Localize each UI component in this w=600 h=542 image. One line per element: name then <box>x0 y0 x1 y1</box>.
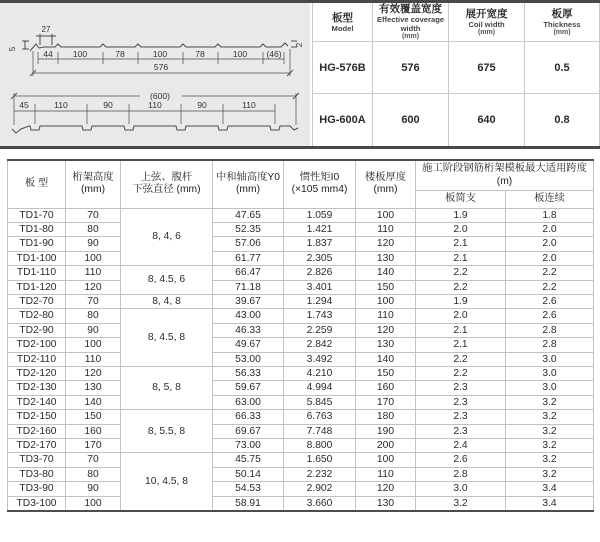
table-row <box>8 222 594 236</box>
cell-slab: 130 <box>356 251 416 265</box>
cell-y0: 39.67 <box>213 294 284 308</box>
dim-label: 100 <box>232 49 248 59</box>
cell-h: 80 <box>66 309 121 323</box>
header-en: Thickness <box>543 19 581 29</box>
cell-model: TD3-80 <box>8 467 66 481</box>
cell-cont: 3.4 <box>506 482 594 496</box>
truss-header-span-continuous: 板连续 <box>506 191 594 209</box>
cell-y0: 47.65 <box>213 208 284 222</box>
cell-simple: 2.0 <box>416 309 506 323</box>
cell-coil: 675 <box>449 42 525 94</box>
header-line: 桁架高度 <box>72 171 114 183</box>
cell-dia: 8, 5.5, 8 <box>121 410 213 453</box>
cell-slab: 200 <box>356 439 416 453</box>
cell-h: 110 <box>66 352 121 366</box>
table-row <box>8 496 594 511</box>
cell-simple: 2.2 <box>416 266 506 280</box>
cell-i0: 6.763 <box>284 410 356 424</box>
cell-h: 80 <box>66 467 121 481</box>
cell-cont: 2.0 <box>506 251 594 265</box>
cell-slab: 100 <box>356 294 416 308</box>
dim-label: 90 <box>197 100 207 110</box>
cell-thickness: 0.8 <box>525 94 600 146</box>
cell-simple: 1.9 <box>416 208 506 222</box>
cell-h: 70 <box>66 453 121 467</box>
dim-label: 110 <box>242 100 256 110</box>
dim-label: (46) <box>266 49 282 59</box>
cell-model: HG-576B <box>313 42 373 94</box>
cell-cont: 3.2 <box>506 410 594 424</box>
cell-slab: 100 <box>356 208 416 222</box>
dim-label: (600) <box>149 91 171 101</box>
cell-dia: 10, 4.5, 8 <box>121 453 213 511</box>
cell-h: 90 <box>66 237 121 251</box>
cell-model: TD2-70 <box>8 294 66 308</box>
cell-h: 120 <box>66 280 121 294</box>
cell-slab: 110 <box>356 309 416 323</box>
header-unit: (mm) <box>477 28 496 36</box>
cell-i0: 2.826 <box>284 266 356 280</box>
header-line: 惯性矩I0 <box>299 171 340 183</box>
table-row <box>8 352 594 366</box>
dim-label: 100 <box>152 49 168 59</box>
cell-cont: 2.8 <box>506 338 594 352</box>
truss-header-diameter <box>121 160 213 208</box>
cell-y0: 57.06 <box>213 237 284 251</box>
table-row <box>8 424 594 438</box>
cell-simple: 2.3 <box>416 381 506 395</box>
cell-slab: 120 <box>356 237 416 251</box>
cell-simple: 2.8 <box>416 467 506 481</box>
cell-y0: 49.67 <box>213 338 284 352</box>
cell-i0: 3.401 <box>284 280 356 294</box>
table-row <box>8 294 594 308</box>
dim-label: 110 <box>54 100 68 110</box>
dim-label: 44 <box>43 49 53 59</box>
cell-h: 90 <box>66 323 121 337</box>
cell-y0: 69.67 <box>213 424 284 438</box>
cell-i0: 4.210 <box>284 366 356 380</box>
dim-label: 78 <box>115 49 125 59</box>
cell-model: TD1-120 <box>8 280 66 294</box>
cell-model: TD1-80 <box>8 222 66 236</box>
header-zh: 有效覆盖宽度 <box>379 3 442 15</box>
cell-cont: 2.2 <box>506 266 594 280</box>
cell-cont: 3.2 <box>506 439 594 453</box>
cell-model: TD1-90 <box>8 237 66 251</box>
cell-model: TD1-70 <box>8 208 66 222</box>
cell-slab: 130 <box>356 496 416 511</box>
truss-header-row-1 <box>8 160 594 191</box>
spec-row-hg600a <box>313 94 600 146</box>
dim-label: 110 <box>148 100 162 110</box>
header-line: (mm) <box>80 184 105 196</box>
spec-header-coil <box>449 3 525 42</box>
table-row <box>8 208 594 222</box>
cell-y0: 66.33 <box>213 410 284 424</box>
cell-slab: 130 <box>356 338 416 352</box>
cell-dia: 8, 4.5, 6 <box>121 266 213 295</box>
truss-header-i0 <box>284 160 356 208</box>
cell-h: 120 <box>66 366 121 380</box>
cell-simple: 2.1 <box>416 323 506 337</box>
cell-h: 150 <box>66 410 121 424</box>
table-row <box>8 467 594 481</box>
cell-y0: 73.00 <box>213 439 284 453</box>
cell-simple: 2.3 <box>416 410 506 424</box>
cell-simple: 2.3 <box>416 395 506 409</box>
cell-simple: 2.3 <box>416 424 506 438</box>
cell-model: TD1-110 <box>8 266 66 280</box>
cell-dia: 8, 4.5, 8 <box>121 309 213 367</box>
cell-i0: 1.059 <box>284 208 356 222</box>
table-row <box>8 410 594 424</box>
spec-header-model <box>313 3 373 42</box>
cell-i0: 5.845 <box>284 395 356 409</box>
cell-dia: 8, 4, 8 <box>121 294 213 308</box>
cell-cont: 2.0 <box>506 222 594 236</box>
header-zh: 板型 <box>332 11 353 24</box>
cell-y0: 43.00 <box>213 309 284 323</box>
dim-label: 100 <box>72 49 88 59</box>
cell-i0: 1.294 <box>284 294 356 308</box>
header-line: 中和轴高度Y0 <box>215 171 281 183</box>
cell-slab: 150 <box>356 366 416 380</box>
header-line: 上弦、腹杆 <box>140 171 193 183</box>
cell-cont: 2.6 <box>506 294 594 308</box>
profile-hg600a-section <box>12 126 298 133</box>
cell-dia: 8, 4, 6 <box>121 208 213 266</box>
cell-i0: 8.800 <box>284 439 356 453</box>
table-row <box>8 482 594 496</box>
header-line: (mm) <box>235 184 260 196</box>
cell-i0: 4.994 <box>284 381 356 395</box>
cell-i0: 3.660 <box>284 496 356 511</box>
cell-cont: 2.2 <box>506 280 594 294</box>
header-en: Coil width <box>468 19 505 29</box>
cell-slab: 120 <box>356 323 416 337</box>
cell-cont: 3.2 <box>506 424 594 438</box>
truss-header-height <box>66 160 121 208</box>
cell-y0: 63.00 <box>213 395 284 409</box>
cell-cont: 3.4 <box>506 496 594 511</box>
cell-i0: 2.305 <box>284 251 356 265</box>
truss-header-model: 板 型 <box>8 160 66 208</box>
cell-h: 160 <box>66 424 121 438</box>
cell-y0: 71.18 <box>213 280 284 294</box>
header-en: Effective coverage width <box>376 15 445 33</box>
header-en: Model <box>331 23 354 33</box>
cell-simple: 3.2 <box>416 496 506 511</box>
table-row <box>8 323 594 337</box>
cell-coverage: 576 <box>373 42 449 94</box>
cell-model: TD3-70 <box>8 453 66 467</box>
cell-y0: 59.67 <box>213 381 284 395</box>
cell-h: 70 <box>66 294 121 308</box>
profile-drawings-svg <box>0 3 310 146</box>
cell-model: TD2-150 <box>8 410 66 424</box>
cell-coil: 640 <box>449 94 525 146</box>
cell-model: HG-600A <box>313 94 373 146</box>
dim-label: 90 <box>103 100 113 110</box>
dim-label: 5 <box>8 46 17 52</box>
cell-model: TD2-160 <box>8 424 66 438</box>
cell-thickness: 0.5 <box>525 42 600 94</box>
spec-header-row <box>313 3 600 42</box>
header-line: 楼板厚度 <box>364 171 407 183</box>
cell-i0: 7.748 <box>284 424 356 438</box>
cell-y0: 66.47 <box>213 266 284 280</box>
cell-simple: 1.9 <box>416 294 506 308</box>
cell-i0: 2.842 <box>284 338 356 352</box>
cell-slab: 140 <box>356 352 416 366</box>
cell-y0: 50.14 <box>213 467 284 481</box>
cell-slab: 170 <box>356 395 416 409</box>
cell-simple: 2.6 <box>416 453 506 467</box>
cell-y0: 45.75 <box>213 453 284 467</box>
header-zh: 展开宽度 <box>465 7 508 20</box>
cell-h: 110 <box>66 266 121 280</box>
table-row <box>8 266 594 280</box>
truss-header-span-simple: 板简支 <box>416 191 506 209</box>
cell-simple: 2.2 <box>416 352 506 366</box>
cell-y0: 54.53 <box>213 482 284 496</box>
cell-model: TD2-80 <box>8 309 66 323</box>
cell-y0: 58.91 <box>213 496 284 511</box>
cell-i0: 2.259 <box>284 323 356 337</box>
cell-cont: 1.8 <box>506 208 594 222</box>
cell-model: TD2-90 <box>8 323 66 337</box>
cell-model: TD2-110 <box>8 352 66 366</box>
header-zh: 板厚 <box>551 7 573 20</box>
cell-simple: 2.4 <box>416 439 506 453</box>
top-section <box>0 0 600 149</box>
profile-hg576b-labels <box>8 25 304 72</box>
table-row <box>8 439 594 453</box>
cell-model: TD3-100 <box>8 496 66 511</box>
cell-cont: 3.0 <box>506 381 594 395</box>
header-unit: (mm) <box>553 28 571 36</box>
table-row <box>8 338 594 352</box>
header-unit: (mm) <box>401 33 420 40</box>
table-row <box>8 453 594 467</box>
spec-header-coverage <box>373 3 449 42</box>
cell-h: 80 <box>66 222 121 236</box>
cell-slab: 180 <box>356 410 416 424</box>
cell-simple: 2.1 <box>416 237 506 251</box>
header-line: (mm) <box>373 184 398 196</box>
cell-i0: 3.492 <box>284 352 356 366</box>
cell-y0: 52.35 <box>213 222 284 236</box>
cell-i0: 2.232 <box>284 467 356 481</box>
profile-hg600a-labels <box>19 91 256 110</box>
spec-row-hg576b <box>313 42 600 94</box>
dim-label: 576 <box>153 62 169 72</box>
cell-y0: 56.33 <box>213 366 284 380</box>
header-line: (×105 mm4) <box>291 184 348 196</box>
cell-h: 140 <box>66 395 121 409</box>
cell-slab: 110 <box>356 222 416 236</box>
table-row <box>8 395 594 409</box>
cell-slab: 140 <box>356 266 416 280</box>
table-row <box>8 366 594 380</box>
cell-cont: 3.2 <box>506 453 594 467</box>
cell-cont: 3.2 <box>506 467 594 481</box>
cell-h: 90 <box>66 482 121 496</box>
cell-y0: 53.00 <box>213 352 284 366</box>
table-row <box>8 280 594 294</box>
dim-label: 2 <box>295 42 304 48</box>
cell-i0: 1.837 <box>284 237 356 251</box>
cell-cont: 3.0 <box>506 366 594 380</box>
table-row <box>8 381 594 395</box>
header-line: 下弦直径 (mm) <box>132 184 201 196</box>
cell-i0: 2.902 <box>284 482 356 496</box>
spec-header-thickness <box>525 3 600 42</box>
truss-table <box>7 159 594 512</box>
profile-drawings-panel <box>0 3 310 146</box>
cell-slab: 150 <box>356 280 416 294</box>
cell-simple: 2.2 <box>416 366 506 380</box>
cell-model: TD3-90 <box>8 482 66 496</box>
cell-model: TD2-120 <box>8 366 66 380</box>
cell-model: TD2-140 <box>8 395 66 409</box>
table-row <box>8 309 594 323</box>
cell-i0: 1.650 <box>284 453 356 467</box>
truss-table-body <box>8 208 594 511</box>
table-row <box>8 237 594 251</box>
truss-header-y0 <box>213 160 284 208</box>
cell-cont: 2.6 <box>506 309 594 323</box>
dim-label: 27 <box>41 25 51 34</box>
cell-y0: 61.77 <box>213 251 284 265</box>
cell-h: 170 <box>66 439 121 453</box>
cell-slab: 160 <box>356 381 416 395</box>
cell-cont: 2.0 <box>506 237 594 251</box>
cell-h: 100 <box>66 251 121 265</box>
cell-h: 100 <box>66 496 121 511</box>
truss-header-slab <box>356 160 416 208</box>
cell-slab: 110 <box>356 467 416 481</box>
cell-cont: 2.8 <box>506 323 594 337</box>
cell-dia: 8, 5, 8 <box>121 366 213 409</box>
truss-header-span-group: 施工阶段钢筋桁架模板最大适用跨度 (m) <box>416 160 594 191</box>
cell-cont: 3.0 <box>506 352 594 366</box>
spec-table <box>312 3 600 146</box>
cell-i0: 1.743 <box>284 309 356 323</box>
dim-label: 78 <box>195 49 205 59</box>
cell-h: 70 <box>66 208 121 222</box>
cell-coverage: 600 <box>373 94 449 146</box>
cell-model: TD2-100 <box>8 338 66 352</box>
cell-model: TD2-170 <box>8 439 66 453</box>
cell-model: TD1-100 <box>8 251 66 265</box>
cell-simple: 2.1 <box>416 338 506 352</box>
cell-model: TD2-130 <box>8 381 66 395</box>
cell-simple: 2.0 <box>416 222 506 236</box>
cell-slab: 100 <box>356 453 416 467</box>
cell-h: 100 <box>66 338 121 352</box>
cell-simple: 3.0 <box>416 482 506 496</box>
cell-simple: 2.1 <box>416 251 506 265</box>
cell-cont: 3.2 <box>506 395 594 409</box>
cell-i0: 1.421 <box>284 222 356 236</box>
cell-slab: 120 <box>356 482 416 496</box>
dim-label: 45 <box>19 100 29 110</box>
cell-slab: 190 <box>356 424 416 438</box>
cell-simple: 2.2 <box>416 280 506 294</box>
table-row <box>8 251 594 265</box>
cell-y0: 46.33 <box>213 323 284 337</box>
cell-h: 130 <box>66 381 121 395</box>
